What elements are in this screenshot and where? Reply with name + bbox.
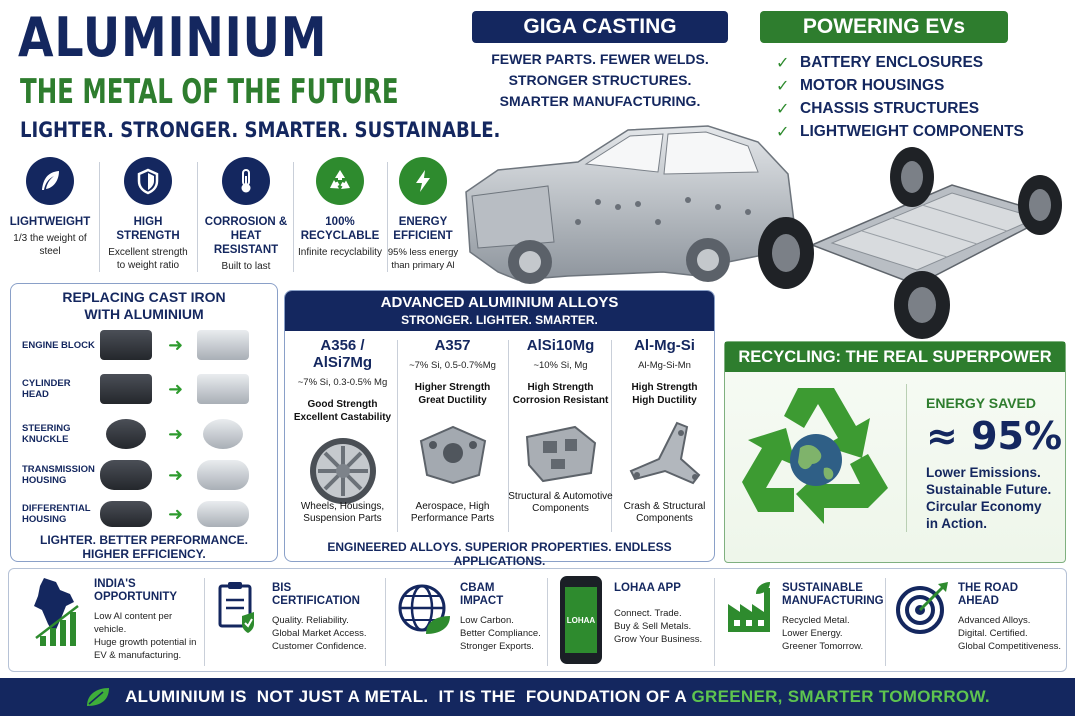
aluminium-part-image [197,460,249,490]
footer-text-highlight: GREENER, SMARTER TOMORROW. [691,687,990,706]
alloy-use: Wheels, Housings, Suspension Parts [300,501,385,524]
lohaa-app [560,572,710,670]
list-item [22,369,272,409]
cast-iron-part-image [100,374,152,404]
giga-line: FEWER PARTS. FEWER WELDS. [491,51,709,67]
list-item [776,74,1036,97]
bottom-item-title: CBAM IMPACT [460,582,504,607]
part-label: ENGINE BLOCK [22,339,95,351]
part-label: CYLINDER HEAD [22,378,71,400]
arrow-right-icon: ➜ [168,503,184,524]
check-icon: ✓ [776,77,790,95]
part-label: STEERING KNUCKLE [22,423,71,445]
alloy-property: Great Ductility [418,395,487,406]
list-item [776,120,1036,143]
globe-leaf-icon [396,582,452,638]
road-ahead [896,572,1064,670]
arrow-right-icon: ➜ [168,423,184,444]
list-item [776,97,1036,120]
part-label: DIFFERENTIAL HOUSING [22,503,91,525]
desc-line: Quality. Reliability. [272,615,349,626]
desc-line: Lower Energy. [782,628,843,639]
arrow-right-icon: ➜ [168,464,184,485]
bottom-item-title: BIS CERTIFICATION [272,582,360,607]
target-icon [896,580,950,634]
recycling-desc-line: Circular Economy [926,499,1042,514]
evs-list [776,51,1036,143]
cast-iron-footer-line: LIGHTER. BETTER PERFORMANCE. [39,533,248,547]
cast-iron-footer [10,533,278,561]
ev-item-label: CHASSIS STRUCTURES [800,99,980,117]
india-map-icon [30,576,84,646]
desc-line: Advanced Alloys. [958,615,1031,626]
divider [714,578,715,666]
desc-line: Low Carbon. [460,615,514,626]
car-body-illustration [458,112,798,288]
alloy-alsi10mg [508,337,613,514]
desc-line: Customer Confidence. [272,641,367,652]
feature-energy [380,155,466,275]
cast-iron-title-line: WITH ALUMINIUM [84,306,204,322]
alloy-name: Al-Mg-Si [634,337,695,354]
tagline: LIGHTER. STRONGER. SMARTER. SUSTAINABLE. [20,118,501,142]
giga-casting-title: GIGA CASTING [472,11,728,43]
alloy-name: A357 [434,337,471,354]
desc-line: Huge growth potential in [94,637,197,648]
phone-icon [560,576,602,664]
alloy-property: Higher Strength [414,382,491,393]
alloys-header [285,291,714,331]
bottom-item-desc [272,614,367,653]
divider [885,578,886,666]
divider [385,578,386,666]
page-subtitle: THE METAL OF THE FUTURE [20,72,399,112]
alloy-name: A356 / AlSi7Mg [312,337,373,371]
bis-certification [214,572,384,670]
alloy-use: Crash & Structural Components [623,501,706,524]
list-item [776,51,1036,74]
alloys-subtitle: STRONGER. LIGHTER. SMARTER. [401,313,598,327]
bottom-item-desc [958,614,1061,653]
aluminium-part-image [197,501,249,527]
check-icon: ✓ [776,54,790,72]
factory-icon [726,580,772,634]
bottom-item-title: SUSTAINABLE MANUFACTURING [782,582,884,607]
sustainable-manufacturing [726,572,886,670]
bottom-item-title: THE ROAD AHEAD [958,582,1019,607]
desc-line: Digital. Certified. [958,628,1028,639]
desc-line: Better Compliance. [460,628,541,639]
cast-iron-title-line: REPLACING CAST IRON [62,289,226,305]
alloy-composition: ~7% Si, 0.3-0.5% Mg [297,377,388,388]
feature-desc: 1/3 the weight of steel [13,233,87,257]
india-opportunity [30,572,200,670]
arrow-right-icon: ➜ [168,334,184,355]
leaf-icon [85,686,111,708]
list-item [22,325,272,365]
alloy-name: AlSi10Mg [526,337,595,354]
list-item [22,494,272,534]
cast-iron-footer-line: HIGHER EFFICIENCY. [82,547,206,561]
feature-recyclable [294,155,386,275]
alloy-a357 [400,337,505,524]
giga-line: STRONGER STRUCTURES. [508,72,692,88]
crash-part-image [625,419,705,489]
footer-text: ALUMINIUM IS NOT JUST A METAL. IT IS THE FOUNDATION OF A [125,687,692,706]
recycle-icon [316,157,364,205]
feather-icon [26,157,74,205]
cast-iron-part-image [106,419,146,449]
recycling-desc-line: in Action. [926,516,987,531]
desc-line: Global Market Access. [272,628,367,639]
recycling-desc-line: Lower Emissions. [926,465,1041,480]
lightning-icon [399,157,447,205]
cast-iron-title [10,289,278,323]
feature-desc: 95% less energy than primary Al [387,247,459,271]
ev-item-label: BATTERY ENCLOSURES [800,53,984,71]
alloy-property: High Strength [527,382,594,393]
shield-icon [124,157,172,205]
alloy-composition: ~10% Si, Mg [533,360,588,371]
feature-desc: Infinite recyclability [298,247,382,258]
structural-part-image [521,423,601,483]
bottom-item-desc [94,610,200,662]
aluminium-part-image [197,330,249,360]
recycling-description [926,464,1051,532]
part-label: TRANSMISSION HOUSING [22,464,95,486]
desc-line: Global Competitiveness. [958,641,1061,652]
desc-line: Greener Tomorrow. [782,641,864,652]
energy-saved-value: ≈ 95% [926,414,1063,458]
feature-corrosion [200,155,292,275]
feature-desc: Built to last [221,261,271,272]
ev-chassis-illustration [752,145,1070,340]
alloy-al-mg-si [612,337,717,524]
cast-iron-part-image [100,501,152,527]
certificate-icon [214,578,262,640]
page-title: ALUMINIUM [18,6,328,69]
recycling-title: RECYCLING: THE REAL SUPERPOWER [725,342,1065,372]
alloy-use: Aerospace, High Performance Parts [410,501,495,524]
alloys-footer: ENGINEERED ALLOYS. SUPERIOR PROPERTIES. ENDLESS APPLICATIONS. [327,540,672,568]
footer-banner [0,678,1075,716]
bottom-item-title: INDIA'S OPPORTUNITY [94,578,178,603]
cbam-impact [396,572,546,670]
alloy-property: High Ductility [632,395,697,406]
alloys-title: ADVANCED ALUMINIUM ALLOYS [380,294,619,311]
app-logo-text: LOHAA [566,615,596,625]
feature-name: CORROSION & HEAT RESISTANT [204,216,288,256]
divider [99,162,100,272]
list-item [22,414,272,454]
cast-iron-part-image [100,330,152,360]
energy-saved-label: ENERGY SAVED [926,395,1036,411]
cast-iron-part-image [100,460,152,490]
alloy-property: Good Strength [307,399,378,410]
giga-line: SMARTER MANUFACTURING. [499,93,701,109]
divider [547,578,548,666]
feature-desc: Excellent strength to weight ratio [108,247,188,271]
arrow-right-icon: ➜ [168,378,184,399]
desc-line: Stronger Exports. [460,641,534,652]
feature-high-strength [104,155,192,275]
bracket-image [413,421,493,487]
check-icon: ✓ [776,123,790,141]
alloy-a356 [290,337,395,524]
bottom-item-desc [460,614,541,653]
thermometer-icon [222,157,270,205]
desc-line: Recycled Metal. [782,615,850,626]
aluminium-part-image [203,419,243,449]
divider [204,578,205,666]
divider [906,384,907,532]
feature-name: ENERGY EFFICIENT [393,216,453,242]
feature-name: 100% RECYCLABLE [300,216,380,242]
ev-item-label: MOTOR HOUSINGS [800,76,945,94]
divider [397,340,398,532]
recycle-globe-icon [738,382,892,528]
check-icon: ✓ [776,100,790,118]
wheel-image [308,436,378,506]
desc-line: Low Al content per vehicle. [94,611,173,635]
desc-line: EV & manufacturing. [94,650,182,661]
feature-name: HIGH STRENGTH [116,216,180,242]
alloy-use: Structural & Automotive Components [508,491,613,514]
alloy-property: Corrosion Resistant [512,395,609,406]
alloy-composition: Al-Mg-Si-Mn [638,360,691,371]
powering-evs-title: POWERING EVs [760,11,1008,43]
alloy-property: High Strength [631,382,698,393]
desc-line: Buy & Sell Metals. [614,621,692,632]
bottom-item-desc [614,607,702,646]
alloy-property: Excellent Castability [293,412,392,423]
bottom-item-desc [782,614,878,653]
ev-item-label: LIGHTWEIGHT COMPONENTS [800,122,1024,140]
alloy-composition: ~7% Si, 0.5-0.7%Mg [409,360,496,371]
feature-lightweight [6,155,94,275]
giga-casting-text [472,49,728,112]
desc-line: Grow Your Business. [614,634,703,645]
list-item [22,455,272,495]
desc-line: Connect. Trade. [614,608,682,619]
bottom-item-title: LOHAA APP [614,582,681,594]
recycling-desc-line: Sustainable Future. [926,482,1052,497]
divider [197,162,198,272]
feature-name: LIGHTWEIGHT [9,216,91,228]
aluminium-part-image [197,374,249,404]
